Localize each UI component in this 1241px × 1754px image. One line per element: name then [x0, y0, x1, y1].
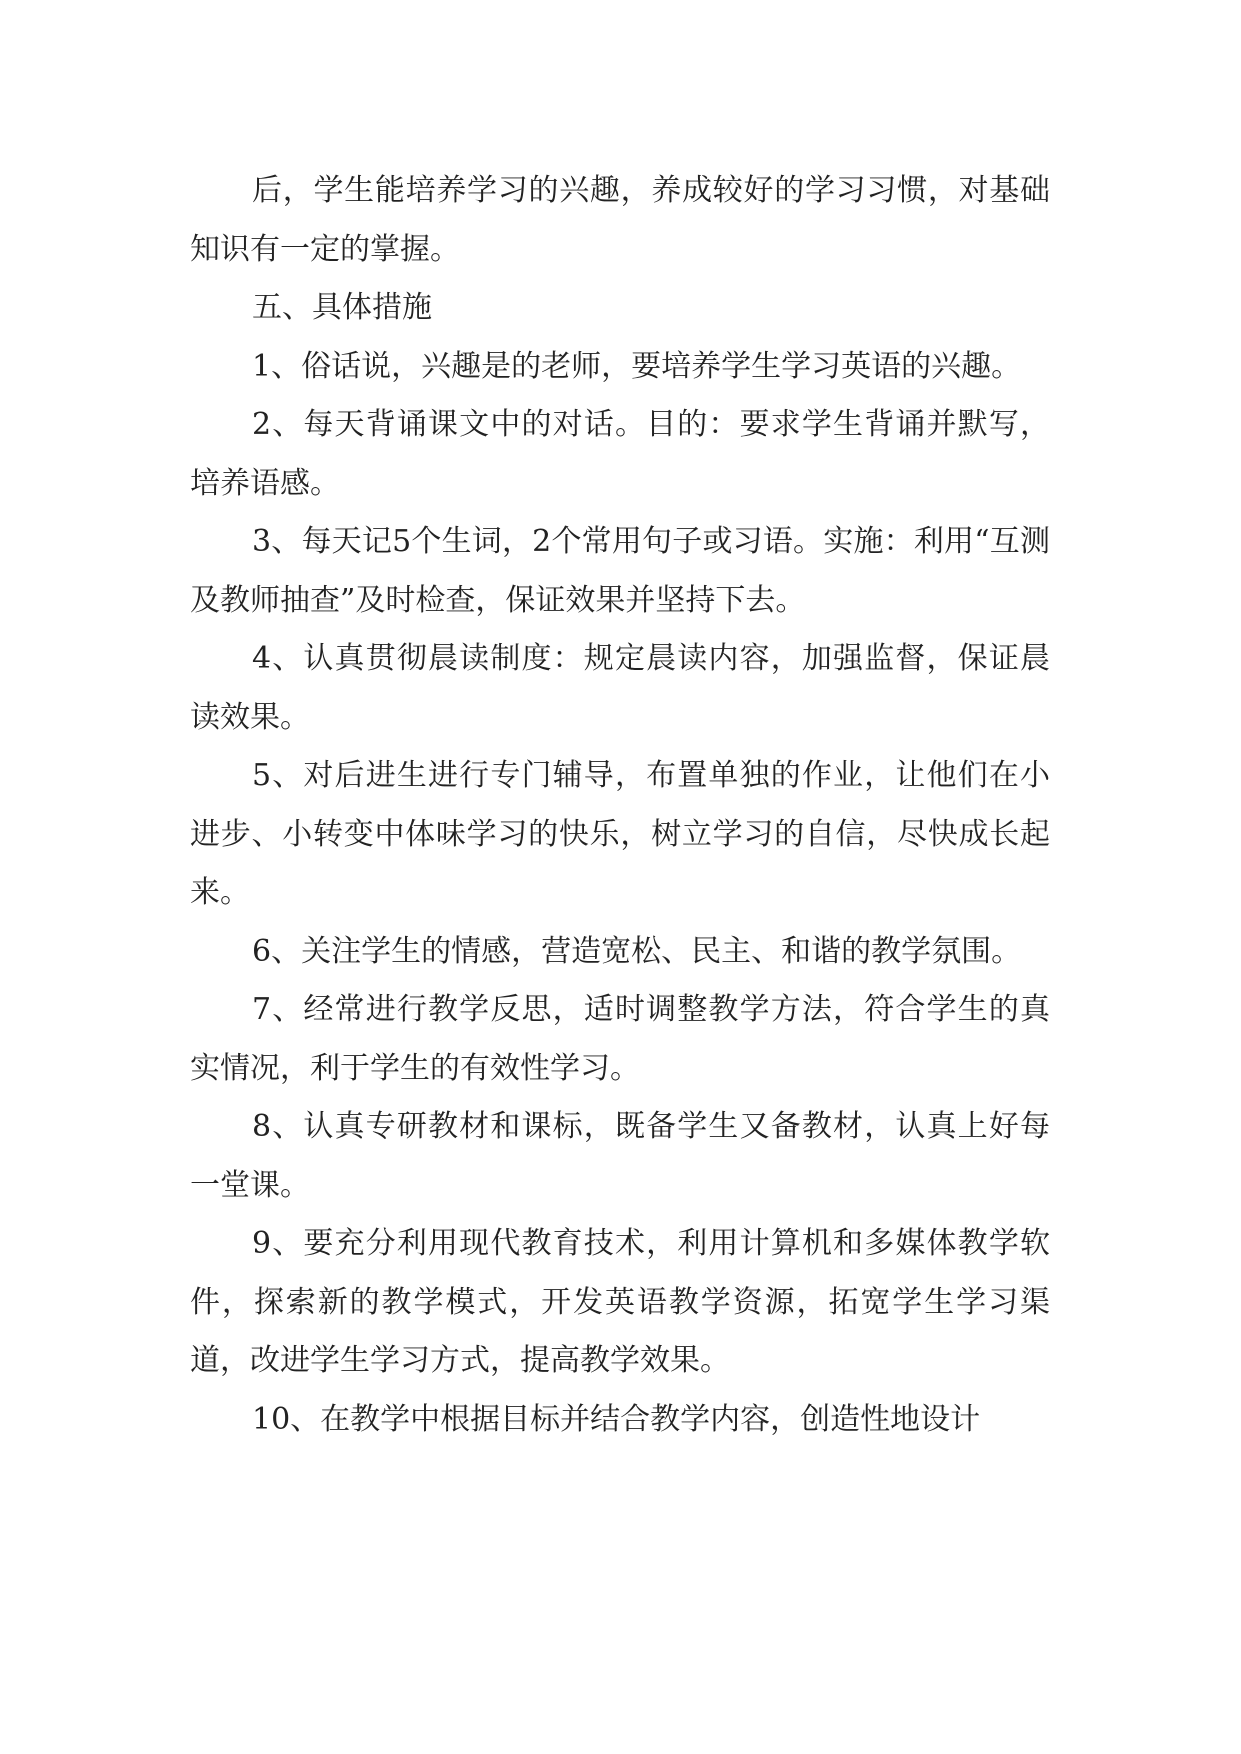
measure-item-1: 1、俗话说，兴趣是的老师，要培养学生学习英语的兴趣。 — [252, 348, 1022, 384]
measure-item-2: 2、每天背诵课文中的对话。目的：要求学生背诵并默写，培养语感。 — [190, 407, 1050, 501]
measure-item-7: 7、经常进行教学反思，适时调整教学方法，符合学生的真实情况，利于学生的有效性学习。 — [190, 992, 1050, 1086]
measure-item-5: 5、对后进生进行专门辅导，布置单独的作业，让他们在小进步、小转变中体味学习的快乐，树立学习的自信，尽快成长起来。 — [190, 758, 1050, 910]
measure-item-3: 3、每天记5个生词，2个常用句子或习语。实施：利用“互测及教师抽查”及时检查，保证效果并坚持下去。 — [190, 524, 1050, 618]
measure-item-10: 10、在教学中根据目标并结合教学内容，创造性地设计 — [252, 1401, 981, 1437]
measure-item-8: 8、认真专研教材和课标，既备学生又备教材，认真上好每一堂课。 — [190, 1109, 1050, 1203]
paragraph-intro-continued: 后，学生能培养学习的兴趣，养成较好的学习习惯，对基础知识有一定的掌握。 — [190, 173, 1050, 267]
measure-item-4: 4、认真贯彻晨读制度：规定晨读内容，加强监督，保证晨读效果。 — [190, 641, 1050, 735]
measure-item-9: 9、要充分利用现代教育技术，利用计算机和多媒体教学软件，探索新的教学模式，开发英语教学资源，拓宽学生学习渠道，改进学生学习方式，提高教学效果。 — [190, 1226, 1050, 1378]
document-body — [190, 162, 1050, 1449]
section-heading-measures: 五、具体措施 — [252, 290, 432, 325]
measure-item-6: 6、关注学生的情感，营造宽松、民主、和谐的教学氛围。 — [252, 933, 1022, 969]
